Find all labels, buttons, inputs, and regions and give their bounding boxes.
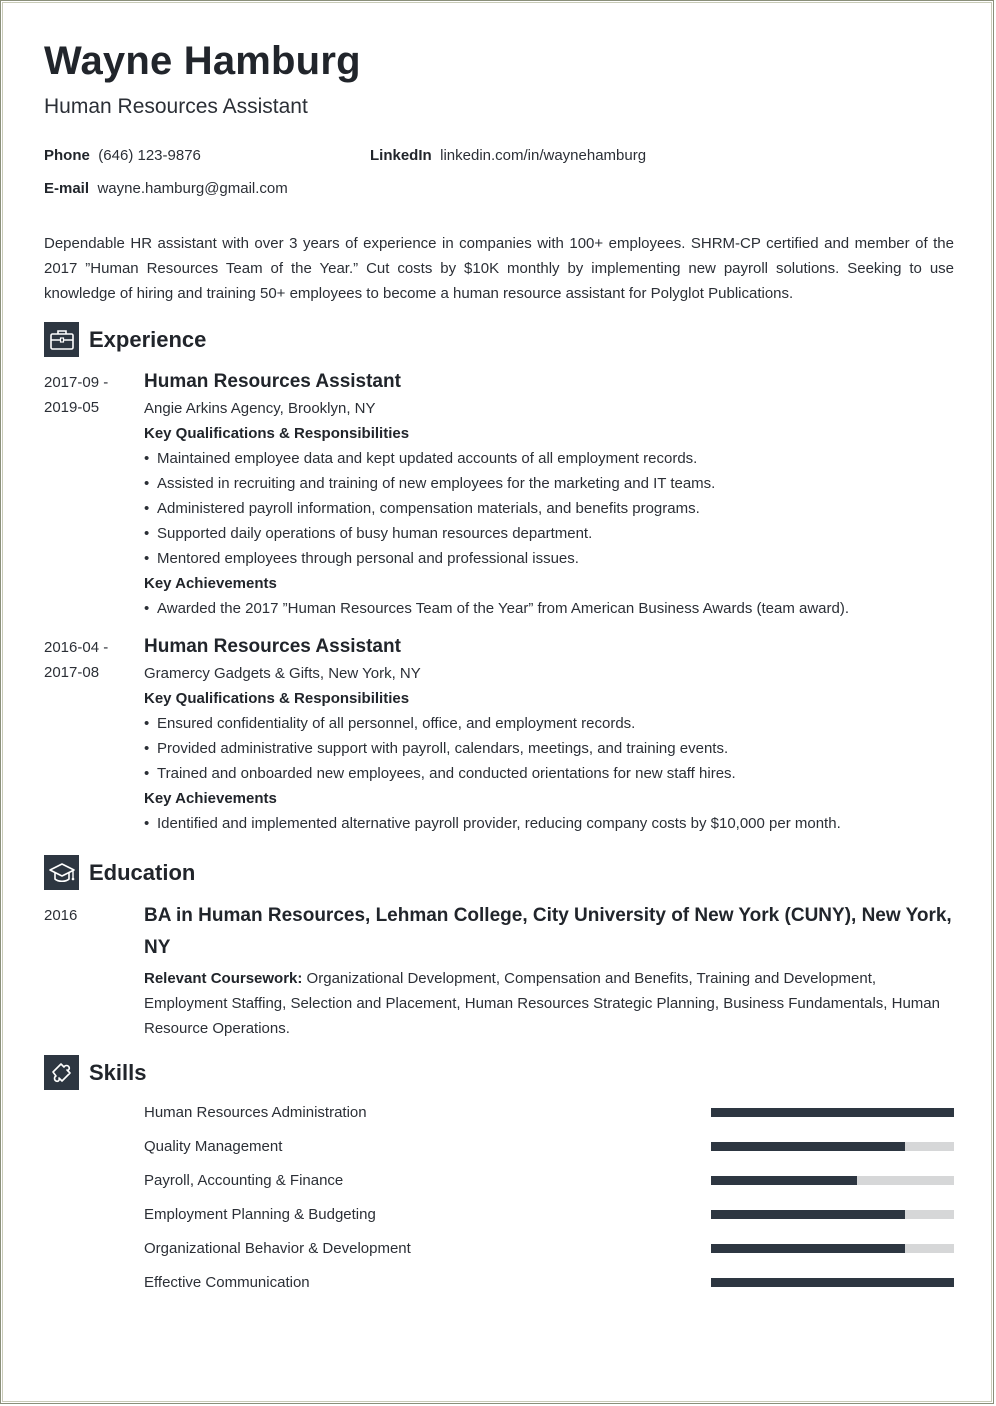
skill-name: Human Resources Administration: [144, 1104, 367, 1121]
phone-label: Phone: [44, 147, 90, 164]
skill-bar-fill: [711, 1142, 905, 1151]
job-2-qual-label: Key Qualifications & Responsibilities: [144, 690, 410, 707]
experience-section-header: [44, 322, 206, 357]
job-2-date-end: 2017-08: [44, 664, 100, 681]
education-entry: [144, 900, 954, 1041]
skill-bar-fill: [711, 1210, 905, 1219]
education-year: 2016: [44, 907, 78, 924]
skill-bar-fill: [711, 1244, 905, 1253]
job-1: [144, 368, 954, 621]
job-1-achievements: [144, 596, 954, 621]
contact-email: [44, 180, 288, 198]
phone-value: (646) 123-9876: [98, 147, 201, 164]
education-coursework: [144, 966, 954, 1041]
list-item: • Provided administrative support with payroll, calendars, meetings, and training events.: [144, 736, 954, 761]
skill-name: Employment Planning & Budgeting: [144, 1206, 376, 1223]
briefcase-icon: [44, 322, 79, 357]
skill-name: Quality Management: [144, 1138, 283, 1155]
experience-heading: Experience: [89, 326, 207, 352]
skill-bar-fill: [711, 1108, 954, 1117]
job-2: [144, 633, 954, 836]
email-value[interactable]: wayne.hamburg@gmail.com: [97, 180, 288, 197]
skill-bar: [711, 1176, 954, 1185]
puzzle-piece-icon: [44, 1055, 79, 1090]
list-item: • Maintained employee data and kept updated accounts of all employment records.: [144, 446, 954, 471]
job-2-achievements: [144, 811, 954, 836]
skill-bar: [711, 1210, 954, 1219]
skill-name: Payroll, Accounting & Finance: [144, 1172, 344, 1189]
skill-bar: [711, 1108, 954, 1117]
job-1-company: Angie Arkins Agency, Brooklyn, NY: [144, 400, 376, 417]
list-item: • Identified and implemented alternative payroll provider, reducing company costs by $10,000 per month.: [144, 811, 954, 836]
job-1-qual-label: Key Qualifications & Responsibilities: [144, 425, 410, 442]
list-item: • Trained and onboarded new employees, and conducted orientations for new staff hires.: [144, 761, 954, 786]
skill-bar: [711, 1244, 954, 1253]
skill-name: Effective Communication: [144, 1274, 310, 1291]
contact-phone: [44, 147, 201, 165]
list-item: • Supported daily operations of busy human resources department.: [144, 521, 954, 546]
job-1-responsibilities: [144, 446, 954, 571]
skill-bar-fill: [711, 1176, 857, 1185]
skill-bar-fill: [711, 1278, 954, 1287]
education-heading: Education: [89, 859, 196, 885]
job-1-title: Human Resources Assistant: [144, 371, 401, 392]
job-2-responsibilities: [144, 711, 954, 786]
job-2-title: Human Resources Assistant: [144, 636, 401, 657]
job-2-dates: [44, 635, 108, 685]
job-1-date-start: 2017-09 -: [44, 374, 109, 391]
list-item: • Mentored employees through personal and professional issues.: [144, 546, 954, 571]
education-section-header: [44, 855, 195, 890]
coursework-text: Organizational Development, Compensation and Benefits, Training and Development, Employment Staffing, Selection and Placement, Human Resources Strategic Planning, Business Fundamentals, Human Resource Operations.: [144, 970, 940, 1037]
summary-text: Dependable HR assistant with over 3 years of experience in companies with 100+ employees. SHRM-CP certified and member of the 2017 ”Human Resources Team of the Year.” Cut costs by $10K monthly by implementing new payroll solutions. Seeking to use knowledge of hiring and training 50+ employees to become a human resource assistant for Polyglot Publications.: [44, 235, 954, 302]
email-label: E-mail: [44, 180, 90, 197]
education-degree: BA in Human Resources, Lehman College, City University of New York (CUNY), New York, NY: [144, 905, 952, 958]
skill-bar: [711, 1278, 954, 1287]
skills-section-header: [44, 1055, 146, 1090]
job-2-ach-label: Key Achievements: [144, 790, 277, 807]
list-item: • Administered payroll information, compensation materials, and benefits programs.: [144, 496, 954, 521]
job-2-date-start: 2016-04 -: [44, 639, 109, 656]
job-1-dates: [44, 370, 108, 420]
skill-bar: [711, 1142, 954, 1151]
candidate-title: Human Resources Assistant: [44, 95, 308, 118]
coursework-label: Relevant Coursework:: [144, 970, 303, 987]
candidate-name: Wayne Hamburg: [44, 39, 361, 83]
linkedin-value[interactable]: linkedin.com/in/waynehamburg: [440, 147, 647, 164]
job-1-date-end: 2019-05: [44, 399, 100, 416]
list-item: • Assisted in recruiting and training of new employees for the marketing and IT teams.: [144, 471, 954, 496]
list-item: • Ensured confidentiality of all personnel, office, and employment records.: [144, 711, 954, 736]
graduation-cap-icon: [44, 855, 79, 890]
list-item: • Awarded the 2017 ”Human Resources Team of the Year” from American Business Awards (team award).: [144, 596, 954, 621]
skills-heading: Skills: [89, 1059, 147, 1085]
skill-name: Organizational Behavior & Development: [144, 1240, 411, 1257]
linkedin-label: LinkedIn: [370, 147, 432, 164]
job-1-ach-label: Key Achievements: [144, 575, 277, 592]
job-2-company: Gramercy Gadgets & Gifts, New York, NY: [144, 665, 421, 682]
contact-linkedin: [370, 147, 646, 165]
